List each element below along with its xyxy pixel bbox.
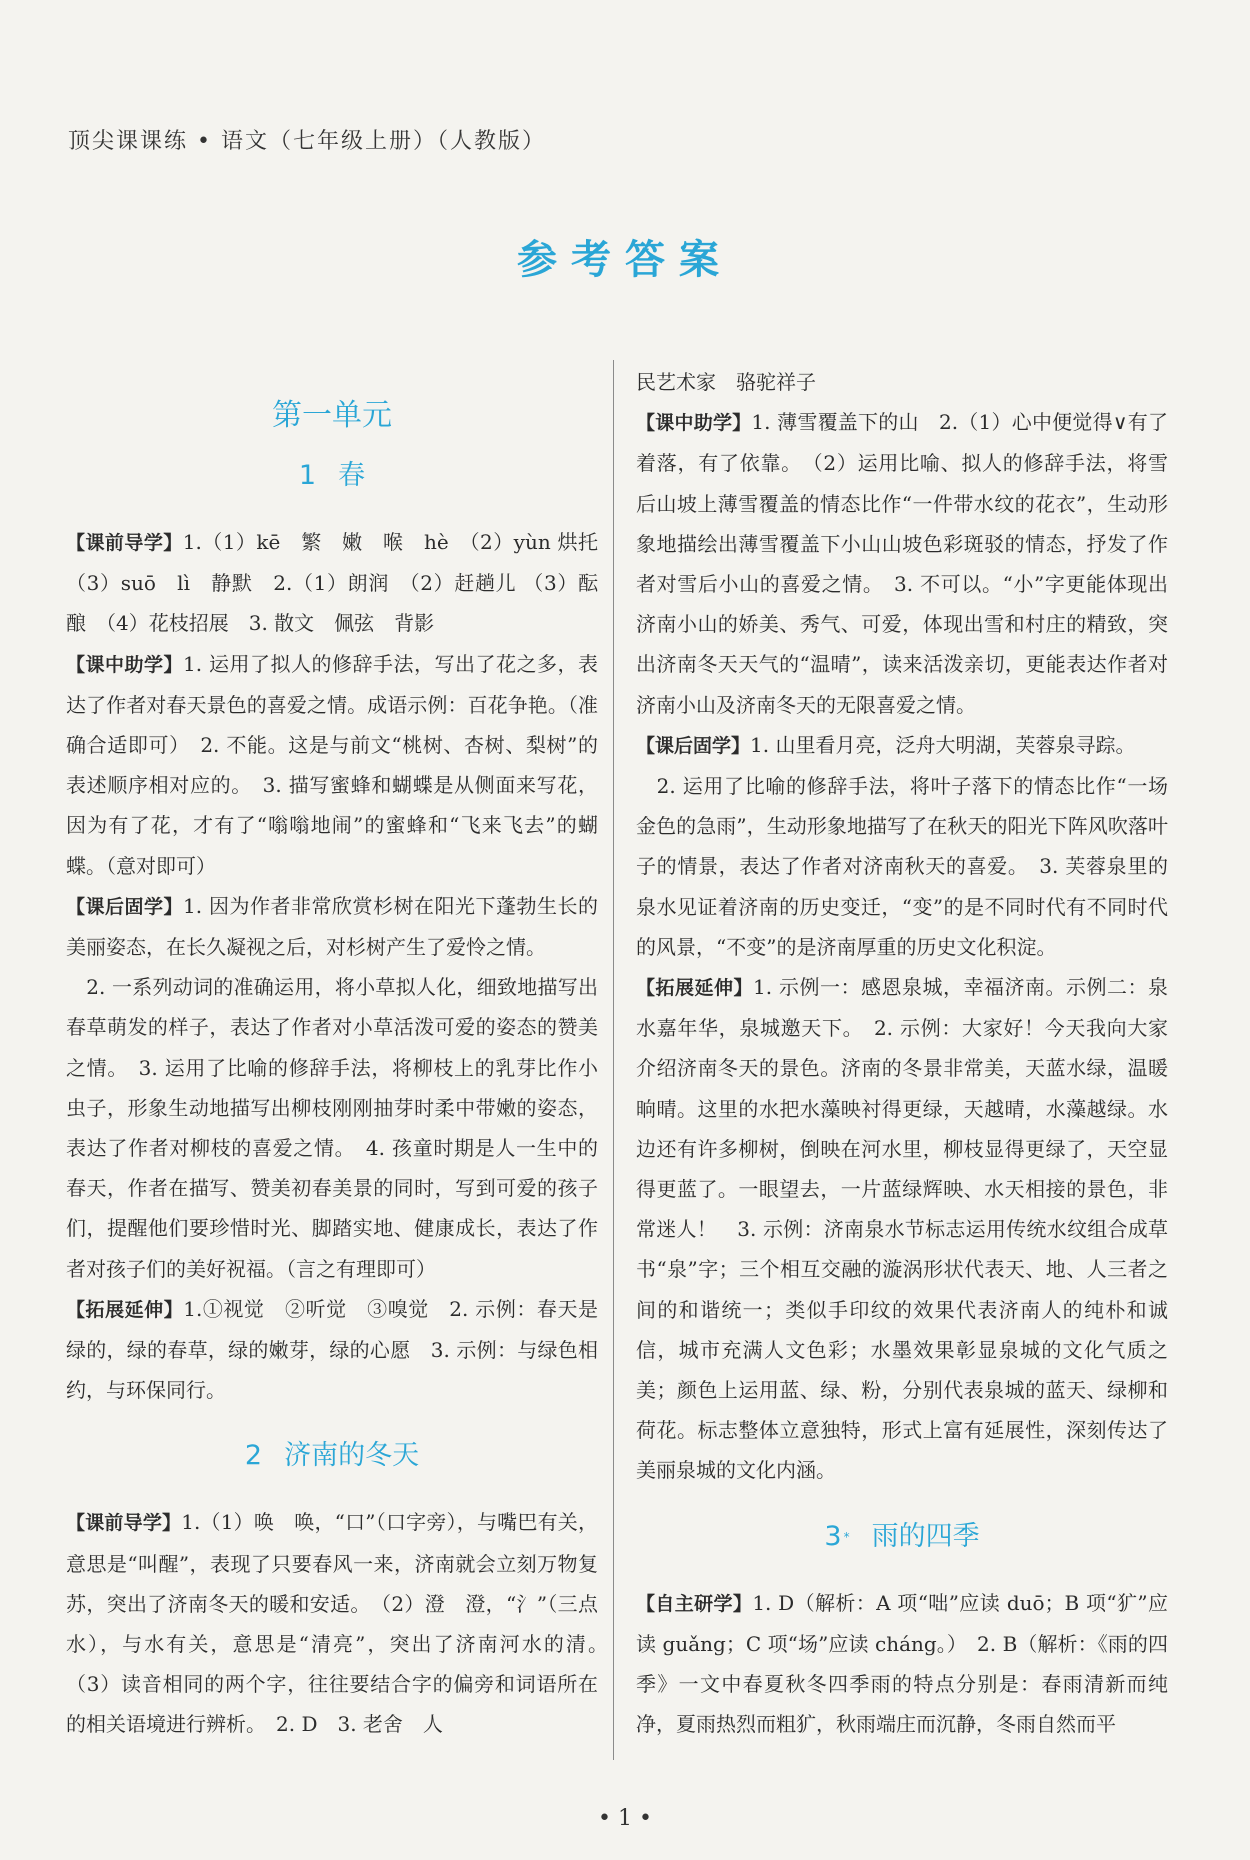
lesson-1-section-post-cont (66, 967, 598, 1289)
section-label: 【拓展延伸】 (66, 1298, 184, 1321)
section-label: 【课前导学】 (66, 1512, 182, 1535)
section-text: 1. 薄雪覆盖下的山 2.（1）心中便觉得∨有了着落，有了依靠。 （2）运用比喻、拟人的修辞手法，将雪后山坡上薄雪覆盖的情态比作“一件带水纹的花衣”，生动形象地描绘出薄雪覆盖下小山山坡色彩斑驳的情态，抒发了作者对雪后小山的喜爱之情。 3. 不可以。“小”字更能体现出济南小山的娇美、秀气、可爱，体现出雪和村庄的精致，突出济南冬天天气的“温晴”，读来活泼亲切，更能表达作者对济南小山及济南冬天的无限喜爱之情。 (636, 410, 1168, 717)
section-text: 1.（1）唤 唤，“口”（口字旁），与嘴巴有关，意思是“叫醒”，表现了只要春风一来，济南就会立刻万物复苏，突出了济南冬天的暖和安适。 （2）澄 澄，“氵”（三点水），与水有关，意思是“清亮”，突出了济南河水的清。 （3）读音相同的两个字，往往要结合字的偏旁和词语所在的相关语境进行辨析。 2. D 3. 老舍 人 (66, 1510, 618, 1737)
column-divider (613, 360, 614, 1760)
section-text: 1. 因为作者非常欣赏杉树在阳光下蓬勃生长的美丽姿态，在长久凝视之后，对杉树产生了爱怜之情。 (66, 893, 598, 960)
section-label: 【课前导学】 (66, 532, 183, 554)
lesson-2-section-extend (636, 967, 1168, 1491)
lesson-1-name: 春 (338, 460, 366, 491)
section-label: 【拓展延伸】 (636, 977, 754, 1000)
lesson-3-number-digit: 3 (824, 1520, 842, 1552)
section-text: 1.①视觉 ②听觉 ③嗅觉 2. 示例：春天是绿的，绿的春草，绿的嫩芽，绿的心愿 3. 示例：与绿色相约，与环保同行。 (66, 1296, 598, 1403)
right-column (636, 362, 1168, 1745)
book-header: 顶尖课课练 • 语文（七年级上册）（人教版） (68, 129, 546, 154)
page-number: • 1 • (598, 1806, 652, 1831)
lesson-2-section-in (636, 402, 1168, 725)
lesson-1-section-post (66, 886, 598, 967)
page-title: 参考答案 (517, 237, 733, 283)
lesson-3-section-self (636, 1583, 1168, 1745)
section-label: 【自主研学】 (636, 1592, 753, 1615)
section-label: 【课后固学】 (636, 734, 751, 757)
lesson-1-number: 1 (298, 460, 317, 491)
lesson-2-section-pre (66, 1502, 618, 1744)
lesson-1-section-in (66, 644, 598, 886)
lesson-2-title (66, 1436, 598, 1476)
section-text: 2. 一系列动词的准确运用，将小草拟人化，细致地描写出春草萌发的样子，表达了作者对小草活泼可爱的姿态的赞美之情。 3. 运用了比喻的修辞手法，将柳枝上的乳芽比作小虫子，形象生动地描写出柳枝刚刚抽芽时柔中带嫩的姿态，表达了作者对柳枝的喜爱之情。 4. 孩童时期是人一生中的春天，作者在描写、赞美初春美景的同时，写到可爱的孩子们，提醒他们要珍惜时光、脚踏实地、健康成长，表达了作者对孩子们的美好祝福。（言之有理即可） (66, 975, 598, 1281)
section-text: 1.（1）kē 繁 嫩 喉 hè （2）yùn 烘托 （3）suō lì 静默 2.（1）朗润 （2）赶趟儿 （3）酝酿 （4）花枝招展 3. 散文 佩弦 背影 (66, 530, 618, 636)
lesson-3-title (636, 1517, 1168, 1557)
lesson-2-section-post (636, 725, 1168, 766)
lesson-3-number (824, 1521, 849, 1552)
section-text: 1. 山里看月亮，泛舟大明湖，芙蓉泉寻踪。 (750, 732, 1136, 757)
lesson-3-mark: * (843, 1529, 850, 1544)
lesson-2-name: 济南的冬天 (284, 1440, 420, 1472)
unit-title: 第一单元 (272, 398, 392, 433)
lesson-2-number: 2 (244, 1440, 263, 1472)
section-text: 1. D（解析：A 项“咄”应读 duō；B 项“犷”应读 guǎng；C 项“场”应读 cháng。） 2. B（解析：《雨的四季》一文中春夏秋冬四季雨的特点分别是：春雨清新而纯净，夏雨热烈而粗犷，秋雨端庄而沉静，冬雨自然而平 (636, 1590, 1168, 1737)
lesson-1-title (66, 456, 598, 496)
lesson-2-section-post-cont (636, 766, 1168, 967)
section-label: 【课后固学】 (66, 895, 184, 918)
section-text: 1. 运用了拟人的修辞手法，写出了花之多，表达了作者对春天景色的喜爱之情。成语示例：百花争艳。（准确合适即可） 2. 不能。这是与前文“桃树、杏树、梨树”的表述顺序相对应的。 3. 描写蜜蜂和蝴蝶是从侧面来写花，因为有了花，才有了“嗡嗡地闹”的蜜蜂和“飞来飞去”的蝴蝶。（意对即可） (66, 651, 598, 878)
lesson-3-name: 雨的四季 (871, 1520, 980, 1552)
section-label: 【课中助学】 (66, 653, 184, 676)
lesson-1-section-pre (66, 522, 618, 644)
section-text: 1. 示例一：感恩泉城，幸福济南。示例二：泉水嘉年华，泉城邀天下。 2. 示例：大家好！今天我向大家介绍济南冬天的景色。济南的冬景非常美，天蓝水绿，温暖晌晴。这里的水把水藻映衬得更绿，天越晴，水藻越绿。水边还有许多柳树，倒映在河水里，柳枝显得更绿了，天空显得更蓝了。一眼望去，一片蓝绿辉映、水天相接的景色，非常迷人！ 3. 示例：济南泉水节标志运用传统水纹组合成草书“泉”字；三个相互交融的漩涡形状代表天、地、人三者之间的和谐统一；类似手印纹的效果代表济南人的纯朴和诚信，城市充满人文色彩；水墨效果彰显泉城的文化气质之美；颜色上运用蓝、绿、粉，分别代表泉城的蓝天、绿柳和荷花。标志整体立意独特，形式上富有延展性，深刻传达了美丽泉城的文化内涵。 (636, 975, 1168, 1483)
section-text: 2. 运用了比喻的修辞手法，将叶子落下的情态比作“一场金色的急雨”，生动形象地描写了在秋天的阳光下阵风吹落叶子的情景，表达了作者对济南秋天的喜爱。 3. 芙蓉泉里的泉水见证着济南的历史变迁，“变”的是不同时代有不同时代的风景，“不变”的是济南厚重的历史文化积淀。 (636, 774, 1168, 959)
lesson-2-continued: 民艺术家 骆驼祥子 (636, 370, 816, 394)
lesson-1-section-extend (66, 1289, 598, 1411)
left-column (66, 360, 618, 1745)
section-label: 【课中助学】 (636, 412, 752, 435)
